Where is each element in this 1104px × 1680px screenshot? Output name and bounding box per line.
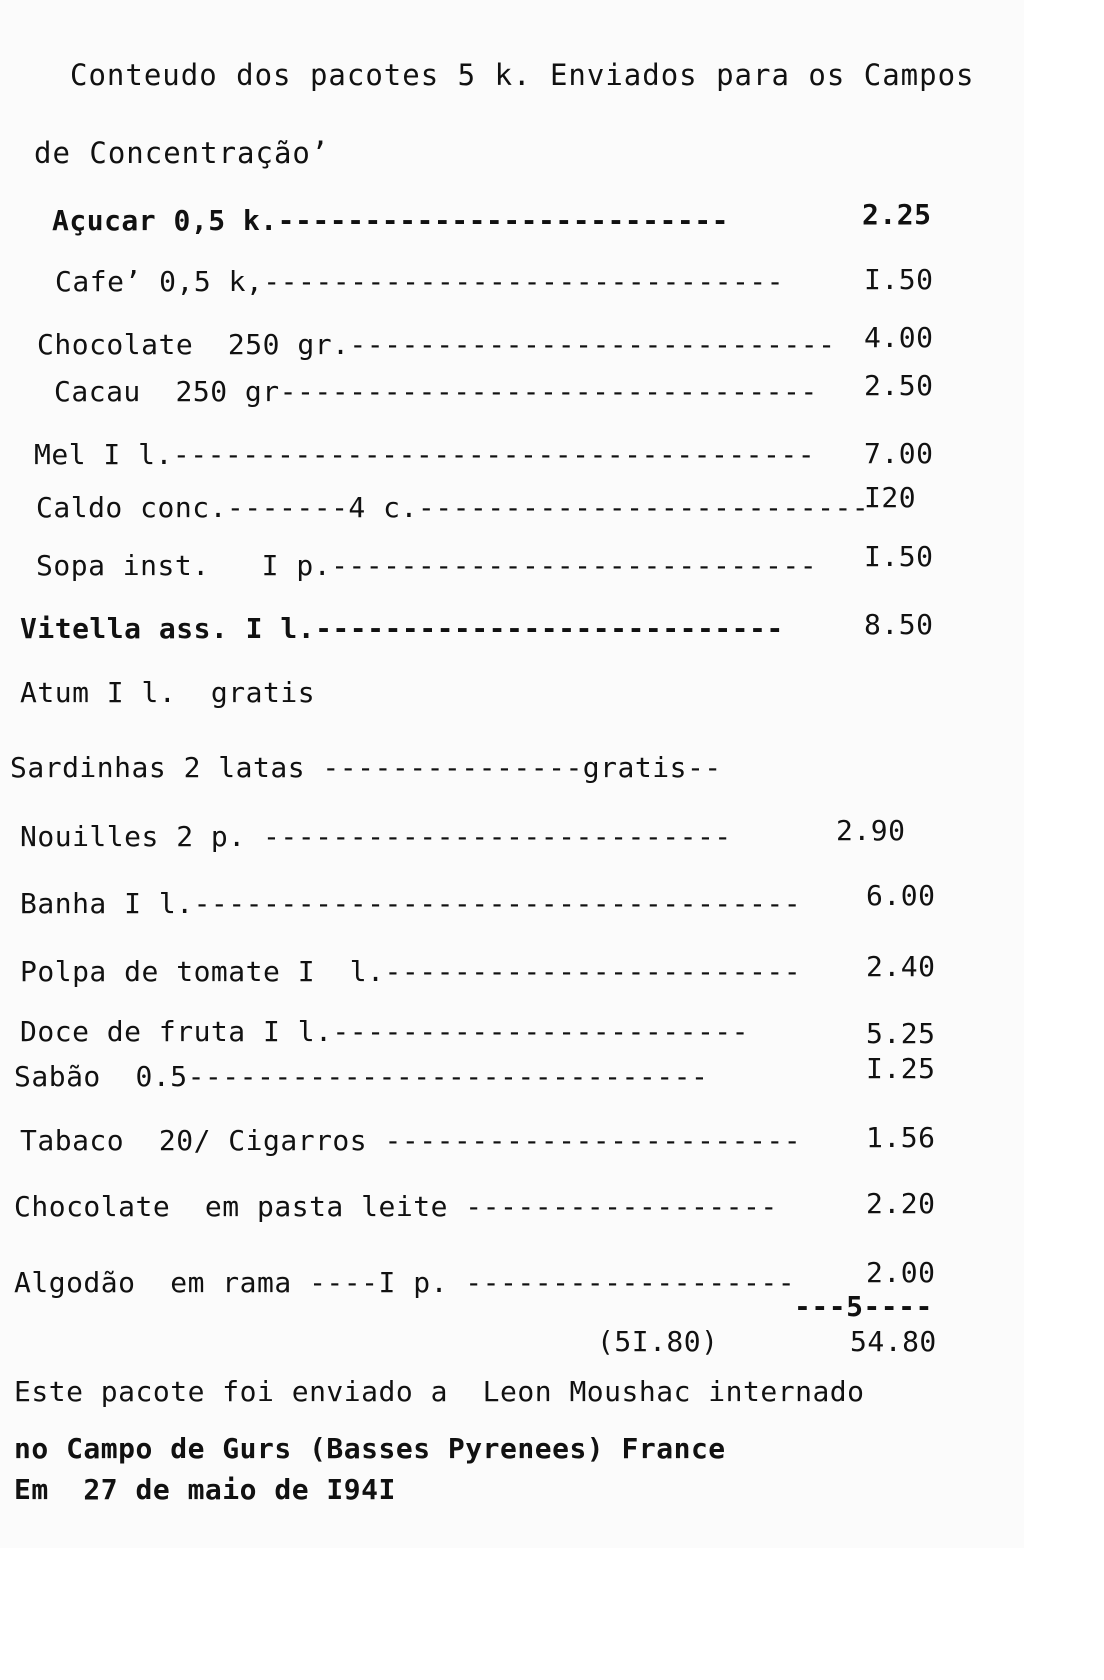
total-amount: 54.80 xyxy=(850,1325,937,1358)
price-jam: 5.25 xyxy=(866,1017,936,1050)
price-coffee: I.50 xyxy=(864,263,934,296)
item-noodles: Nouilles 2 p. --------------------------- xyxy=(20,820,732,853)
item-tuna: Atum I l. gratis xyxy=(20,676,316,709)
price-sugar: 2.25 xyxy=(862,198,932,231)
document-title-line-1: Conteudo dos pacotes 5 k. Enviados para os Campos xyxy=(70,58,975,92)
price-honey: 7.00 xyxy=(864,437,934,470)
price-tobacco: 1.56 xyxy=(866,1121,936,1154)
item-soap: Sabão 0.5------------------------------ xyxy=(14,1060,709,1093)
item-jam: Doce de fruta I l.------------------------ xyxy=(20,1015,750,1048)
item-broth: Caldo conc.-------4 c.-------------------------- xyxy=(36,491,870,524)
item-chocolate: Chocolate 250 gr.---------------------------- xyxy=(37,328,836,361)
item-cocoa: Cacau 250 gr------------------------------- xyxy=(54,375,818,408)
item-sugar: Açucar 0,5 k.-------------------------- xyxy=(52,204,729,237)
document-title-line-2: de Concentração’ xyxy=(34,136,330,170)
total-rule: ---5---- xyxy=(794,1290,933,1323)
item-honey: Mel I l.------------------------------------- xyxy=(34,438,816,471)
price-veal: 8.50 xyxy=(864,608,934,641)
price-soap: I.25 xyxy=(866,1052,936,1085)
footer-line-3: Em 27 de maio de I94I xyxy=(14,1473,396,1506)
item-chocolate-paste: Chocolate em pasta leite ------------------ xyxy=(14,1190,778,1223)
item-tobacco: Tabaco 20/ Cigarros ------------------------ xyxy=(20,1124,802,1157)
footer-line-2: no Campo de Gurs (Basses Pyrenees) France xyxy=(14,1432,726,1465)
price-lard: 6.00 xyxy=(866,879,936,912)
price-noodles: 2.90 xyxy=(836,814,906,847)
price-tomato-pulp: 2.40 xyxy=(866,950,936,983)
price-cotton: 2.00 xyxy=(866,1256,936,1289)
item-coffee: Cafe’ 0,5 k,------------------------------ xyxy=(55,265,785,298)
footer-line-1: Este pacote foi enviado a Leon Moushac internado xyxy=(14,1375,865,1408)
price-cocoa: 2.50 xyxy=(864,369,934,402)
item-sardines: Sardinhas 2 latas ---------------gratis-- xyxy=(10,751,722,784)
item-cotton: Algodão em rama ----I p. ------------------- xyxy=(14,1266,796,1299)
item-lard: Banha I l.----------------------------------- xyxy=(20,887,802,920)
item-tomato-pulp: Polpa de tomate I l.------------------------ xyxy=(20,955,802,988)
price-broth: I20 xyxy=(864,481,917,514)
subtotal-paren: (5I.80) xyxy=(597,1325,719,1358)
price-chocolate-paste: 2.20 xyxy=(866,1187,936,1220)
item-veal: Vitella ass. I l.--------------------------- xyxy=(20,612,784,645)
price-soup: I.50 xyxy=(864,540,934,573)
item-soup: Sopa inst. I p.---------------------------- xyxy=(36,549,818,582)
price-chocolate: 4.00 xyxy=(864,321,934,354)
